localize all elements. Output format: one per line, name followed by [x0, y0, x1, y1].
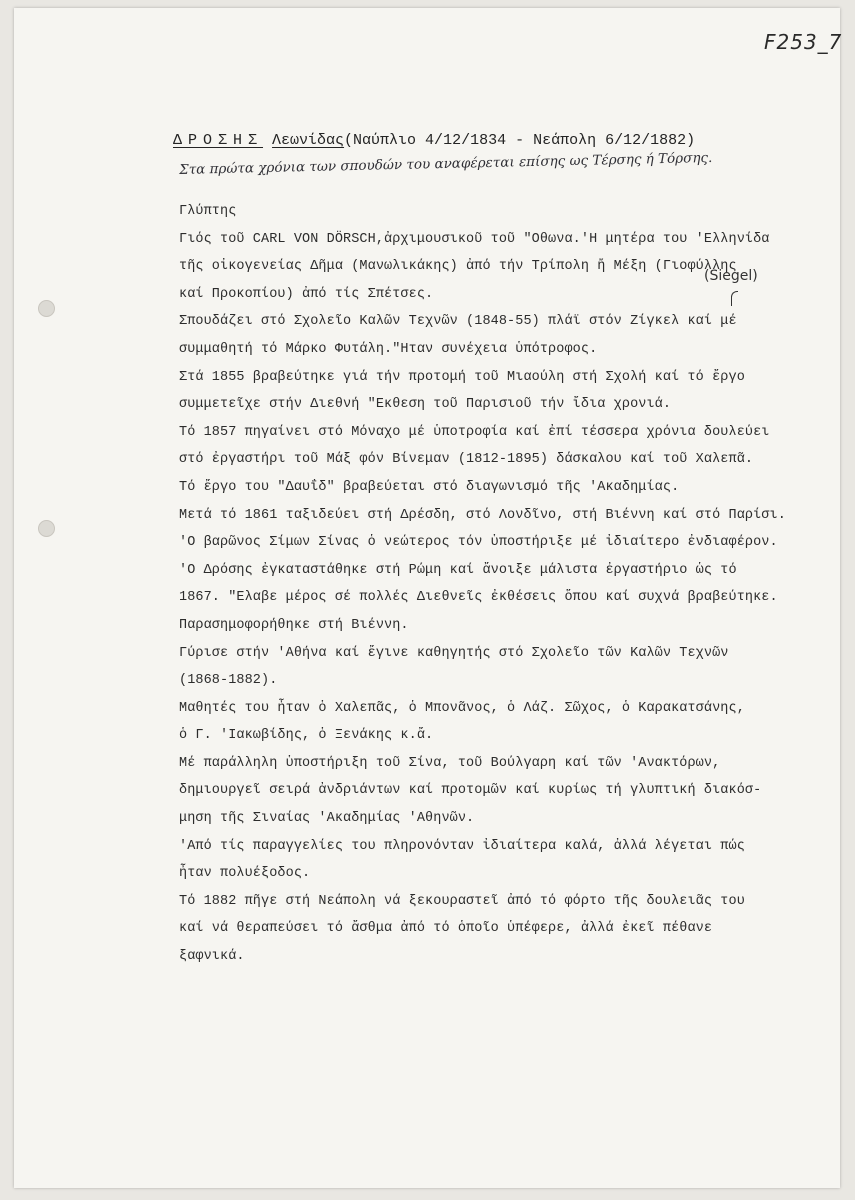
life-dates: (Ναύπλιο 4/12/1834 - Νεάπολη 6/12/1882)	[344, 132, 696, 149]
archive-reference-mark: F253_7	[764, 30, 843, 54]
text-line: Στά 1855 βραβεύτηκε γιά τήν προτομή τοῦ Μιαούλη στή Σχολή καί τό ἔργο	[179, 369, 745, 385]
surname: ΔΡΟΣΗΣ	[173, 132, 264, 149]
text-line: συμμετεῖχε στήν Διεθνή "Εκθεση τοῦ Παρισιοῦ τήν ἴδια χρονιά.	[179, 397, 672, 413]
text-line: Τό ἔργο του "Δαυΐδ" βραβεύεται στό διαγωνισμό τῆς 'Ακαδημίας.	[179, 479, 680, 495]
insertion-mark	[731, 291, 738, 306]
punch-hole	[38, 520, 55, 537]
text-line: 'Από τίς παραγγελίες του πληρονόνταν ἰδιαίτερα καλά, ἀλλά λέγεται πώς	[179, 838, 745, 854]
text-line: μηση τῆς Σιναίας 'Ακαδημίας 'Αθηνῶν.	[179, 811, 475, 827]
text-line: Τό 1882 πῆγε στή Νεάπολη νά ξεκουραστεῖ ἀπό τό φόρτο τῆς δουλειᾶς του	[179, 893, 745, 909]
text-line: 1867. "Ελαβε μέρος σέ πολλές Διεθνεῖς ἐκθέσεις ὅπου καί συχνά βραβεύτηκε.	[179, 590, 778, 606]
text-line: Παρασημοφορήθηκε στή Βιέννη.	[179, 617, 409, 633]
text-line: 'Ο βαρῶνος Σίμων Σίνας ὁ νεώτερος τόν ὑποστήριξε μέ ἰδιαίτερο ἐνδιαφέρον.	[179, 535, 778, 551]
text-line: ξαφνικά.	[179, 949, 245, 965]
text-line: καί Προκοπίου) ἀπό τίς Σπέτσες.	[179, 286, 434, 302]
text-line: συμμαθητή τό Μάρκο Φυτάλη."Ηταν συνέχεια ὑπότροφος.	[179, 341, 598, 357]
punch-hole	[38, 300, 55, 317]
handwritten-note: Στα πρώτα χρόνια των σπουδών του αναφέρεται επίσης ως Τέρσης ή Τόρσης.	[179, 149, 713, 178]
text-line: στό ἐργαστήρι τοῦ Μάξ φόν Βίνεμαν (1812-1895) δάσκαλου καί τοῦ Χαλεπᾶ.	[179, 452, 754, 468]
handwritten-insertion: ( Siegel )	[704, 268, 758, 284]
text-line: καί νά θεραπεύσει τό ἄσθμα ἀπό τό ὁποῖο ὑπέφερε, ἀλλά ἐκεῖ πέθανε	[179, 921, 713, 937]
text-line: ὁ Γ. 'Ιακωβίδης, ὁ Ξενάκης κ.ἄ.	[179, 728, 434, 744]
text-line: Μετά τό 1861 ταξιδεύει στή Δρέσδη, στό Λονδῖνο, στή Βιέννη καί στό Παρίσι.	[179, 507, 786, 523]
text-line: ἦταν πολυέξοδος.	[179, 866, 311, 882]
text-line: δημιουργεῖ σειρά ἀνδριάντων καί προτομῶν καί κυρίως τή γλυπτική διακόσ-	[179, 783, 762, 799]
text-line: τῆς οἰκογενείας Δῆμα (Μανωλικάκης) ἀπό τήν Τρίπολη ἤ Μέξη (Γιοφύλλης	[179, 259, 737, 275]
text-line: 'Ο Δρόσης ἐγκαταστάθηκε στή Ρώμη καί ἄνοιξε μάλιστα ἐργαστήριο ὡς τό	[179, 562, 737, 578]
text-line: Μαθητές του ἦταν ὁ Χαλεπᾶς, ὁ Μπονᾶνος, ὁ Λάζ. Σῶχος, ὁ Καρακατσάνης,	[179, 700, 745, 716]
text-line: Γιός τοῦ CARL VON DÖRSCH,ἀρχιμουσικοῦ τοῦ "Οθωνα.'Η μητέρα του 'Ελληνίδα	[179, 231, 770, 247]
typed-page	[14, 8, 843, 1188]
forename: Λεωνίδας	[272, 132, 345, 149]
text-line: Μέ παράλληλη ὑποστήριξη τοῦ Σίνα, τοῦ Βούλγαρη καί τῶν 'Ανακτόρων,	[179, 755, 721, 771]
text-line: Τό 1857 πηγαίνει στό Μόναχο μέ ὑποτροφία καί ἐπί τέσσερα χρόνια δουλεύει	[179, 424, 770, 440]
text-line: Σπουδάζει στό Σχολεῖο Καλῶν Τεχνῶν (1848-55) πλάϊ στόν Ζίγκελ καί μέ	[179, 314, 737, 330]
text-line: Γύρισε στήν 'Αθήνα καί ἔγινε καθηγητής στό Σχολεῖο τῶν Καλῶν Τεχνῶν	[179, 645, 729, 661]
document-heading	[173, 132, 695, 149]
body-text	[179, 198, 849, 971]
text-line: (1868-1882).	[179, 673, 278, 689]
text-line: Γλύπτης	[179, 204, 237, 219]
